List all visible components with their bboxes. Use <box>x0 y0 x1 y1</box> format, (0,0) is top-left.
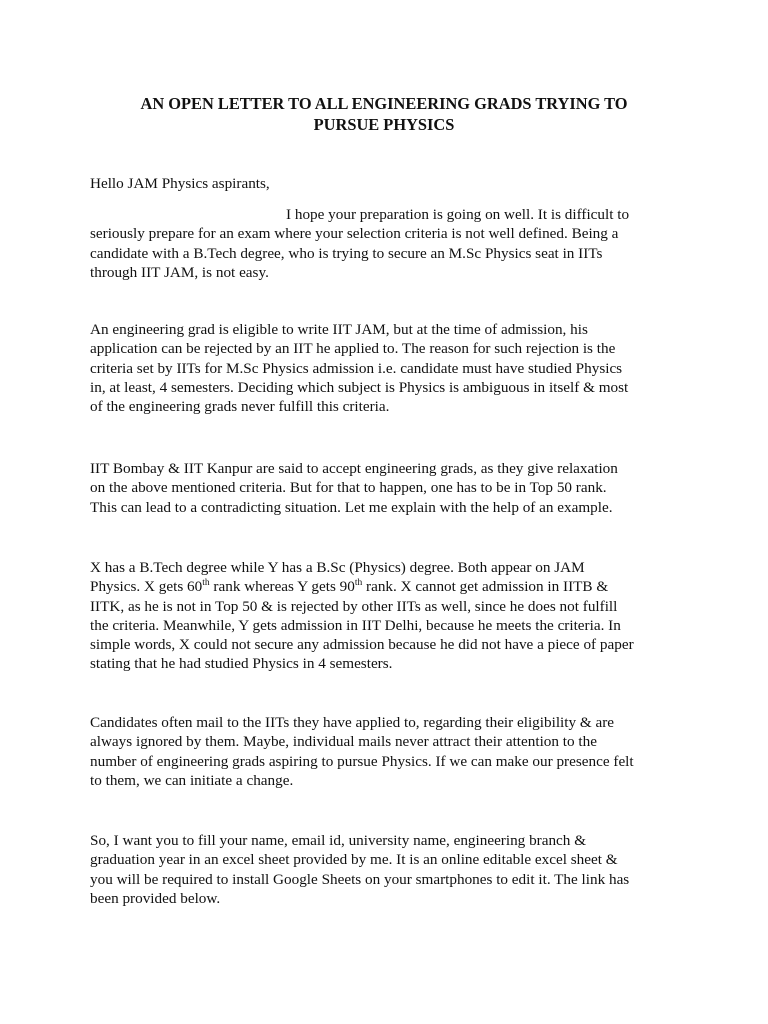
paragraph-line: simple words, X could not secure any admission because he did not have a piece of paper <box>90 636 634 654</box>
ordinal-suffix: th <box>202 578 210 589</box>
paragraph-line: on the above mentioned criteria. But for that to happen, one has to be in Top 50 rank. <box>90 479 607 497</box>
paragraph-line: IITK, as he is not in Top 50 & is rejected by other IITs as well, since he does not fulfill <box>90 597 618 615</box>
paragraph-line: IIT Bombay & IIT Kanpur are said to accept engineering grads, as they give relaxation <box>90 460 618 477</box>
greeting <box>90 174 690 193</box>
line-segment: rank whereas Y gets 90 <box>209 578 355 596</box>
paragraph-line: you will be required to install Google Sheets on your smartphones to edit it. The link has <box>90 870 630 888</box>
paragraph-line: Candidates often mail to the IITs they have applied to, regarding their eligibility & are <box>90 714 615 731</box>
paragraph-eligibility <box>90 320 690 416</box>
paragraph-mails <box>90 713 690 790</box>
paragraph-line: X has a B.Tech degree while Y has a B.Sc (Physics) degree. Both appear on JAM <box>90 559 585 576</box>
paragraph-line: through IIT JAM, is not easy. <box>90 263 269 281</box>
paragraph-request <box>90 831 690 908</box>
paragraph-line: This can lead to a contradicting situation. Let me explain with the help of an example. <box>90 498 613 516</box>
paragraph-line: criteria set by IITs for M.Sc Physics admission i.e. candidate must have studied Physics <box>90 359 623 377</box>
paragraph-line: of the engineering grads never fulfill this criteria. <box>90 398 390 416</box>
paragraph-intro <box>90 205 690 282</box>
letter-title <box>90 93 678 135</box>
line-segment: rank. X cannot get admission in IITB & <box>362 578 609 596</box>
paragraph-line <box>90 577 690 596</box>
paragraph-line: the criteria. Meanwhile, Y gets admission in IIT Delhi, because he meets the criteria. In <box>90 616 621 634</box>
paragraph-line: candidate with a B.Tech degree, who is trying to secure an M.Sc Physics seat in IITs <box>90 244 603 262</box>
paragraph-line: application can be rejected by an IIT he applied to. The reason for such rejection is the <box>90 340 616 358</box>
paragraph-relaxation <box>90 459 690 517</box>
paragraph-line: So, I want you to fill your name, email id, university name, engineering branch & <box>90 832 587 849</box>
paragraph-line: I hope your preparation is going on well. It is difficult to <box>286 206 630 223</box>
paragraph-line: number of engineering grads aspiring to pursue Physics. If we can make our presence felt <box>90 752 634 770</box>
paragraph-line: An engineering grad is eligible to write IIT JAM, but at the time of admission, his <box>90 321 588 338</box>
paragraph-line: to them, we can initiate a change. <box>90 771 294 789</box>
paragraph-line: in, at least, 4 semesters. Deciding which subject is Physics is ambiguous in itself & most <box>90 378 629 396</box>
line-segment: Physics. X gets 60 <box>90 578 203 596</box>
paragraph-line: stating that he had studied Physics in 4 semesters. <box>90 655 393 673</box>
title-line: AN OPEN LETTER TO ALL ENGINEERING GRADS TRYING TO <box>140 94 628 113</box>
paragraph-line: seriously prepare for an exam where your selection criteria is not well defined. Being a <box>90 225 619 243</box>
greeting-text: Hello JAM Physics aspirants, <box>90 175 270 192</box>
paragraph-line: graduation year in an excel sheet provided by me. It is an online editable excel sheet & <box>90 851 618 869</box>
paragraph-line: always ignored by them. Maybe, individual mails never attract their attention to the <box>90 733 597 751</box>
title-line: PURSUE PHYSICS <box>313 115 455 134</box>
ordinal-suffix: th <box>354 578 363 589</box>
paragraph-line: been provided below. <box>90 889 221 907</box>
paragraph-example <box>90 558 690 674</box>
